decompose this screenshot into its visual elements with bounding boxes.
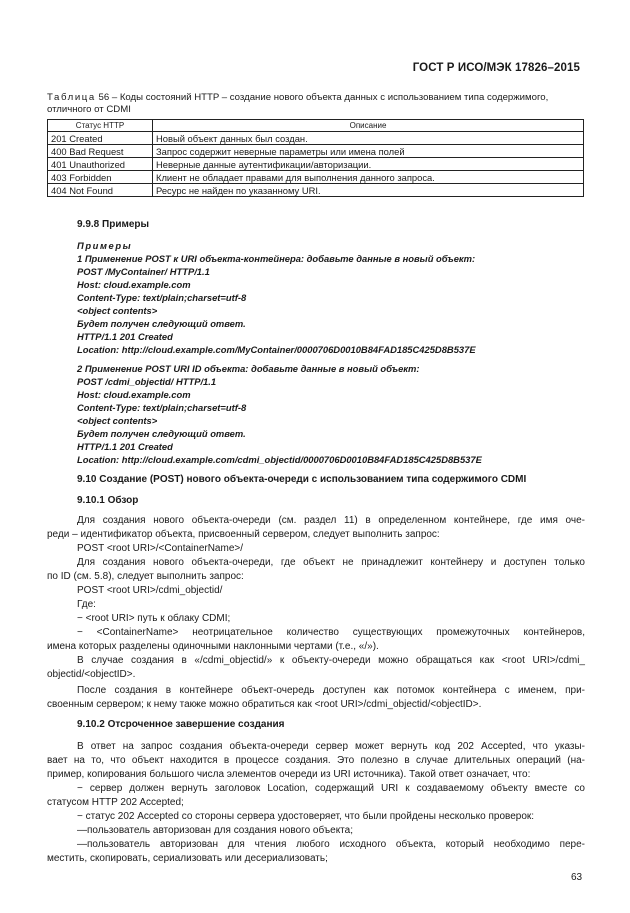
list-item: местить, скопировать, сериализовать или десериализовать; bbox=[47, 853, 328, 864]
paragraph-line: своенным сервером; к нему также можно обратиться как <root URI>/cdmi_objectid/<objectID>. bbox=[47, 699, 482, 710]
list-item: статусом HTTP 202 Accepted; bbox=[47, 797, 184, 808]
example-2-line: Content-Type: text/plain;charset=utf-8 bbox=[77, 402, 247, 413]
status-cell: 400 Bad Request bbox=[48, 145, 153, 158]
description-cell: Новый объект данных был создан. bbox=[153, 132, 584, 145]
status-cell: 401 Unauthorized bbox=[48, 158, 153, 171]
table-row bbox=[48, 145, 584, 158]
paragraph-line: Для создания нового объекта-очереди, где объект не принадлежит контейнеру и доступен только bbox=[77, 557, 585, 568]
example-1-line: Content-Type: text/plain;charset=utf-8 bbox=[77, 292, 247, 303]
description-cell: Ресурс не найден по указанному URI. bbox=[153, 184, 584, 197]
example-2-line: Будет получен следующий ответ. bbox=[77, 428, 246, 439]
list-item: − <root URI> путь к облаку CDMI; bbox=[77, 613, 231, 624]
description-cell: Клиент не обладает правами для выполнения данного запроса. bbox=[153, 171, 584, 184]
list-item: − сервер должен вернуть заголовок Location, содержащий URI к создаваемому объекту вместе со bbox=[77, 783, 585, 794]
document-header: ГОСТ Р ИСО/МЭК 17826–2015 bbox=[412, 62, 580, 74]
request-line: POST <root URI>/<ContainerName>/ bbox=[77, 543, 244, 554]
table-caption-text: 56 – Коды состояний HTTP – создание нового объекта данных с использованием типа содержимого, отличного от CDMI bbox=[47, 92, 549, 115]
example-1-line: 1 Применение POST к URI объекта-контейнера: добавьте данные в новый объект: bbox=[77, 253, 476, 264]
page-number: 63 bbox=[571, 872, 583, 883]
paragraph-line: После создания в контейнере объект-очередь доступен как потомок контейнера с именем, при- bbox=[77, 685, 585, 696]
status-cell: 201 Created bbox=[48, 132, 153, 145]
example-2-line: Location: http://cloud.example.com/cdmi_objectid/0000706D0010B84FAD185C425D8B537E bbox=[77, 454, 482, 465]
example-2-line: POST /cdmi_objectid/ HTTP/1.1 bbox=[77, 376, 217, 387]
example-2-line: <object contents> bbox=[77, 415, 158, 426]
table-caption-label: Таблица bbox=[47, 92, 96, 103]
example-1-line: Location: http://cloud.example.com/MyContainer/0000706D0010B84FAD185C425D8B537E bbox=[77, 344, 476, 355]
section-heading-9-10-1: 9.10.1 Обзор bbox=[77, 495, 139, 506]
table-row bbox=[48, 184, 584, 197]
table-header-row bbox=[48, 120, 584, 132]
paragraph-line: пример, копирования большого числа элементов очереди из URI источника). Такой ответ означает, что: bbox=[47, 769, 531, 780]
example-2-line: 2 Применение POST URI ID объекта: добавьте данные в новый объект: bbox=[77, 363, 420, 374]
description-cell: Запрос содержит неверные параметры или имена полей bbox=[153, 145, 584, 158]
list-item: —пользователь авторизован для чтения любого исходного объекта, который необходимо пере- bbox=[77, 839, 585, 850]
table-caption bbox=[47, 92, 585, 116]
status-cell: 404 Not Found bbox=[48, 184, 153, 197]
section-heading-9-9-8: 9.9.8 Примеры bbox=[77, 219, 150, 230]
paragraph-line: реди – идентификатор объекта, присвоенный сервером, следует выполнить запрос: bbox=[47, 529, 440, 540]
table-row bbox=[48, 171, 584, 184]
examples-title: Примеры bbox=[77, 240, 133, 251]
list-item: − статус 202 Accepted со стороны сервера удостоверяет, что были пройдены несколько проверок: bbox=[77, 811, 535, 822]
column-header-status: Статус HTTP bbox=[48, 120, 153, 132]
paragraph-line: В ответ на запрос создания объекта-очереди сервер может вернуть код 202 Accepted, что указы- bbox=[77, 741, 585, 752]
paragraph-line: В случае создания в «/cdmi_objectid/» к объекту-очереди можно обращаться как <root URI>/cdmi_ bbox=[77, 655, 585, 666]
example-1-line: HTTP/1.1 201 Created bbox=[77, 331, 173, 342]
example-1-line: <object contents> bbox=[77, 305, 158, 316]
example-2-line: Host: cloud.example.com bbox=[77, 389, 191, 400]
example-1-line: Будет получен следующий ответ. bbox=[77, 318, 246, 329]
http-status-table bbox=[47, 119, 584, 197]
paragraph-line: Где: bbox=[77, 599, 96, 610]
list-item: —пользователь авторизован для создания нового объекта; bbox=[77, 825, 353, 836]
request-line: POST <root URI>/cdmi_objectid/ bbox=[77, 585, 223, 596]
table-row bbox=[48, 132, 584, 145]
paragraph-line: по ID (см. 5.8), следует выполнить запрос: bbox=[47, 571, 244, 582]
paragraph-line: вает на то, что объект находится в процессе создания. Это полезно в случае длительных операций (на- bbox=[47, 755, 585, 766]
example-1-line: POST /MyContainer/ HTTP/1.1 bbox=[77, 266, 210, 277]
paragraph-line: objectid/<objectID>. bbox=[47, 669, 136, 680]
section-heading-9-10-2: 9.10.2 Отсроченное завершение создания bbox=[77, 719, 285, 730]
list-item: − <ContainerName> неотрицательное количество существующих промежуточных контейнеров, bbox=[77, 627, 585, 638]
paragraph-line: Для создания нового объекта-очереди (см. раздел 11) в определенном контейнере, где имя оче- bbox=[77, 515, 585, 526]
column-header-description: Описание bbox=[153, 120, 584, 132]
example-2-line: HTTP/1.1 201 Created bbox=[77, 441, 173, 452]
table-row bbox=[48, 158, 584, 171]
example-1-line: Host: cloud.example.com bbox=[77, 279, 191, 290]
section-heading-9-10: 9.10 Создание (POST) нового объекта-очереди с использованием типа содержимого CDMI bbox=[77, 474, 527, 485]
status-cell: 403 Forbidden bbox=[48, 171, 153, 184]
list-item: имена которых разделены одиночными наклонными чертами (т.е., «/»). bbox=[47, 641, 379, 652]
description-cell: Неверные данные аутентификации/авторизации. bbox=[153, 158, 584, 171]
